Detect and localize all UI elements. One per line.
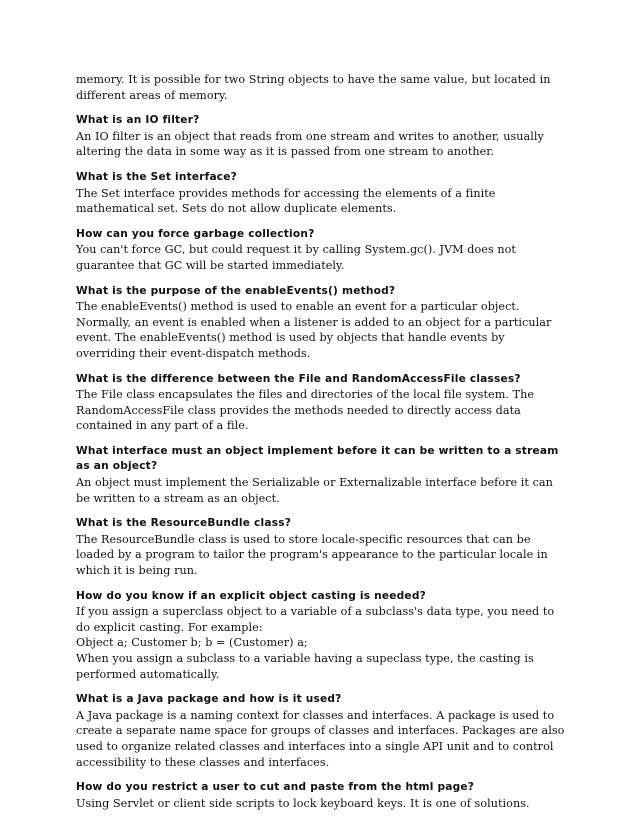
qa-item (76, 589, 566, 683)
qa-item (76, 284, 566, 362)
question-heading: What is the difference between the File and RandomAccessFile classes? (76, 372, 521, 385)
qa-item (76, 227, 566, 274)
answer-text (76, 604, 566, 682)
question-heading: How can you force garbage collection? (76, 227, 315, 240)
answer-text (76, 387, 566, 434)
answer-line: The ResourceBundle class is used to store locale-specific resources that can be loaded by a program to tailor the program's appearance to the particular locale in which it is being run. (76, 532, 548, 578)
qa-item (76, 516, 566, 578)
answer-text (76, 796, 566, 812)
document-page (76, 72, 566, 811)
answer-line: A Java package is a naming context for classes and interfaces. A package is used to create a separate name space for groups of classes and interfaces. Packages are also used to organize related classes and interfaces into a single API unit and to control accessibility to these classes and interfaces. (76, 708, 565, 769)
qa-item (76, 170, 566, 217)
question-heading: How do you know if an explicit object casting is needed? (76, 589, 426, 602)
answer-text (76, 186, 566, 217)
question-heading: What is the Set interface? (76, 170, 238, 183)
qa-list (76, 113, 566, 811)
question-heading: How do you restrict a user to cut and paste from the html page? (76, 781, 475, 794)
question-heading: What is the ResourceBundle class? (76, 517, 292, 530)
answer-line: An IO filter is an object that reads from one stream and writes to another, usually altering the data in some way as it is passed from one stream to another. (76, 129, 544, 159)
question-heading: What interface must an object implement before it can be written to a stream as an object? (76, 444, 559, 473)
qa-item (76, 444, 566, 506)
answer-text (76, 532, 566, 579)
answer-line: An object must implement the Serializable or Externalizable interface before it can be written to a stream as an object. (76, 476, 553, 505)
answer-line: The enableEvents() method is used to enable an event for a particular object. Normally, an event is enabled when a listener is added to an object for a particular event. The enableEvents() method is used by objects that handle events by overriding their event-dispatch methods. (76, 300, 552, 360)
qa-item (76, 780, 566, 811)
answer-text (76, 475, 566, 506)
question-heading: What is a Java package and how is it used? (76, 693, 342, 706)
question-heading: What is an IO filter? (76, 114, 200, 127)
answer-text (76, 242, 566, 273)
qa-item (76, 692, 566, 770)
answer-line: You can't force GC, but could request it by calling System.gc(). JVM does not guarantee that GC will be started immediately. (76, 243, 516, 272)
qa-item (76, 113, 566, 160)
answer-text (76, 708, 566, 770)
question-heading: What is the purpose of the enableEvents() method? (76, 284, 396, 297)
intro-paragraph: memory. It is possible for two String objects to have the same value, but located in different areas of memory. (76, 73, 551, 102)
answer-text (76, 299, 566, 361)
qa-item (76, 372, 566, 434)
answer-line: If you assign a superclass object to a variable of a subclass's data type, you need to do explicit casting. For example: (76, 605, 555, 634)
answer-line: Using Servlet or client side scripts to lock keyboard keys. It is one of solutions. (76, 796, 530, 810)
answer-line: Object a; Customer b; b = (Customer) a; (76, 636, 308, 650)
answer-line: When you assign a subclass to a variable having a supeclass type, the casting is performed automatically. (76, 652, 534, 681)
answer-line: The File class encapsulates the files and directories of the local file system. The RandomAccessFile class provides the methods needed to directly access data contained in any part of a file. (76, 388, 535, 433)
answer-line: The Set interface provides methods for accessing the elements of a finite mathematical set. Sets do not allow duplicate elements. (76, 186, 496, 216)
answer-text (76, 129, 566, 160)
